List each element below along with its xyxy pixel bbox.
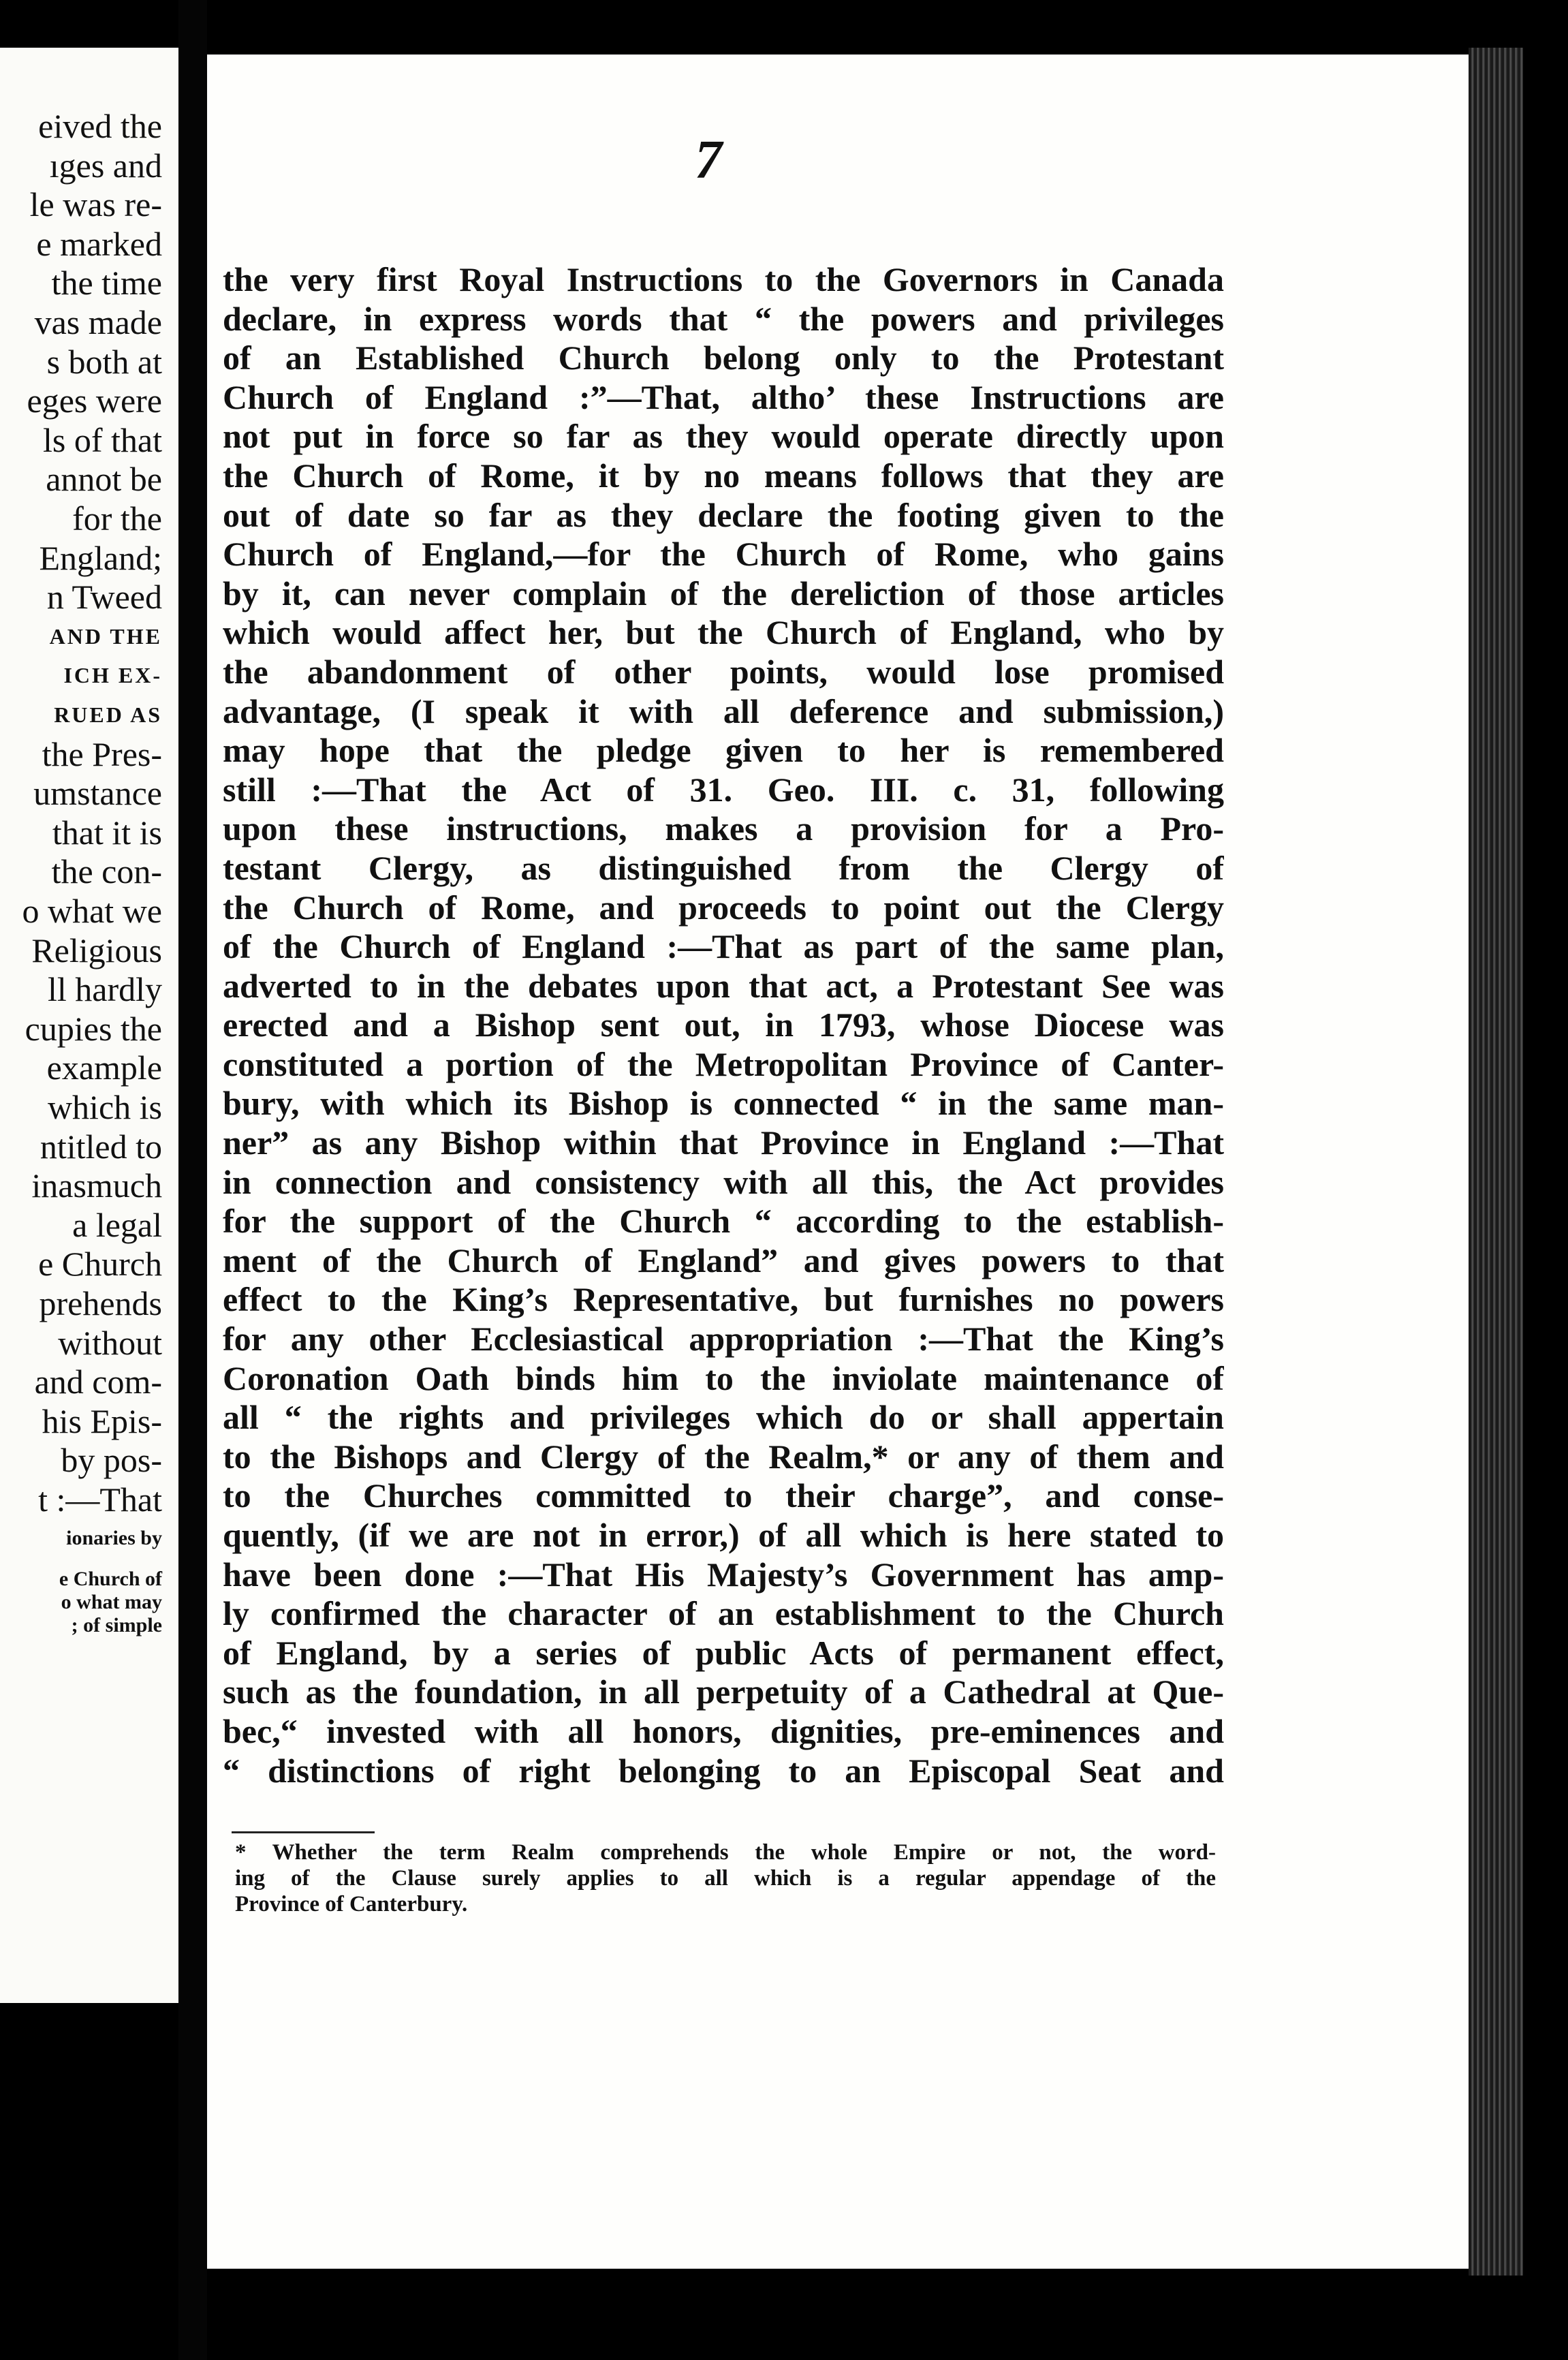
body-line: for any other Ecclesiastical appropriation :—That the King’s	[223, 1320, 1224, 1358]
body-line: advantage, (I speak it with all deference and submission,)	[223, 692, 1224, 730]
body-line: upon these instructions, makes a provision for a Pro-	[223, 809, 1224, 848]
body-line: have been done :—That His Majesty’s Government has amp-	[223, 1555, 1224, 1594]
left-page-line: AND THE	[49, 623, 162, 649]
left-page-line: the con-	[51, 852, 162, 891]
left-page-line: ICH EX-	[63, 663, 162, 688]
left-page-line: ıges and	[49, 146, 162, 185]
body-line: adverted to in the debates upon that act, a Protestant See was	[223, 966, 1224, 1005]
body-line: ly confirmed the character of an establishment to the Church	[223, 1594, 1224, 1633]
left-facing-page	[0, 48, 178, 2003]
left-page-line: prehends	[39, 1284, 162, 1322]
left-page-line: the time	[51, 264, 162, 302]
left-page-line: example	[46, 1049, 162, 1087]
left-page-line: annot be	[46, 460, 162, 499]
left-page-line: a legal	[72, 1205, 162, 1244]
footnote-rule	[232, 1831, 375, 1833]
left-page-line: e Church of	[59, 1567, 162, 1590]
body-line: to the Churches committed to their charge”, and conse-	[223, 1476, 1224, 1515]
left-page-line: inasmuch	[31, 1166, 162, 1205]
left-page-line: ntitled to	[40, 1127, 162, 1166]
body-line: ment of the Church of England” and gives powers to that	[223, 1241, 1224, 1279]
body-line: effect to the King’s Representative, but furnishes no powers	[223, 1280, 1224, 1319]
body-line: the abandonment of other points, would lose promised	[223, 652, 1224, 691]
body-line: “ distinctions of right belonging to an Episcopal Seat and	[223, 1751, 1224, 1790]
body-line: out of date so far as they declare the footing given to the	[223, 495, 1224, 534]
body-line: by it, can never complain of the dereliction of those articles	[223, 574, 1224, 612]
footnote	[235, 1839, 1216, 1917]
left-page-line: n Tweed	[46, 578, 162, 617]
body-line: quently, (if we are not in error,) of all which is here stated to	[223, 1516, 1224, 1554]
left-page-line: e marked	[36, 224, 162, 263]
body-line: constituted a portion of the Metropolitan Province of Canter-	[223, 1044, 1224, 1083]
body-line: may hope that the pledge given to her is remembered	[223, 731, 1224, 770]
footnote-line: Province of Canterbury.	[235, 1892, 468, 1916]
body-line: testant Clergy, as distinguished from the Clergy of	[223, 848, 1224, 887]
left-page-line: s both at	[46, 342, 162, 381]
page-edge-stack	[1469, 48, 1523, 2276]
left-page-line: o what we	[22, 892, 162, 930]
left-page-line: ionaries by	[66, 1526, 162, 1549]
left-page-line: ; of simple	[71, 1613, 162, 1636]
left-page-line: that it is	[52, 813, 162, 852]
body-line: such as the foundation, in all perpetuity of a Cathedral at Que-	[223, 1673, 1224, 1711]
left-page-line: t :—That	[38, 1480, 162, 1519]
body-line: all “ the rights and privileges which do or shall appertain	[223, 1398, 1224, 1437]
left-page-line: the Pres-	[42, 734, 162, 773]
left-page-line: ls of that	[43, 420, 162, 459]
left-page-line: without	[58, 1323, 162, 1362]
body-line: bec,“ invested with all honors, dignities, pre-eminences and	[223, 1711, 1224, 1750]
body-line: Church of England,—for the Church of Rome, who gains	[223, 535, 1224, 574]
body-line: not put in force so far as they would operate directly upon	[223, 417, 1224, 456]
left-page-line: RUED AS	[54, 702, 162, 727]
left-page-line: o what may	[61, 1590, 162, 1613]
body-line: bury, with which its Bishop is connected “ in the same man-	[223, 1084, 1224, 1123]
left-page-line: eived the	[38, 107, 162, 145]
footnote-line: ing of the Clause surely applies to all which is a regular appendage of the	[235, 1866, 1216, 1891]
body-line: to the Bishops and Clergy of the Realm,* or any of them and	[223, 1437, 1224, 1476]
body-line: in connection and consistency with all this, the Act provides	[223, 1162, 1224, 1201]
body-line: of an Established Church belong only to the Protestant	[223, 339, 1224, 377]
left-page-line: le was re-	[29, 185, 162, 224]
left-page-line: e Church	[38, 1245, 162, 1284]
body-line: declare, in express words that “ the powers and privileges	[223, 299, 1224, 338]
left-page-line: umstance	[33, 774, 162, 813]
body-text	[223, 260, 1224, 1790]
body-line: the Church of Rome, it by no means follows that they are	[223, 456, 1224, 495]
body-line: of the Church of England :—That as part of the same plan,	[223, 927, 1224, 966]
body-line: the Church of Rome, and proceeds to point out the Clergy	[223, 888, 1224, 927]
body-line: which would affect her, but the Church of England, who by	[223, 613, 1224, 652]
body-line: the very first Royal Instructions to the Governors in Canada	[223, 260, 1224, 298]
body-line: ner” as any Bishop within that Province in England :—That	[223, 1123, 1224, 1162]
body-line: of England, by a series of public Acts of permanent effect,	[223, 1633, 1224, 1672]
footnote-line: * Whether the term Realm comprehends the whole Empire or not, the word-	[235, 1840, 1216, 1865]
body-line: for the support of the Church “ according to the establish-	[223, 1202, 1224, 1241]
left-page-line: cupies the	[25, 1009, 162, 1048]
page-number: 7	[695, 130, 722, 190]
body-line: still :—That the Act of 31. Geo. III. c. 31, following	[223, 770, 1224, 809]
body-line: erected and a Bishop sent out, in 1793, whose Diocese was	[223, 1006, 1224, 1044]
left-page-line: vas made	[34, 303, 162, 341]
page-gutter	[178, 0, 207, 2360]
left-page-line: for the	[72, 499, 162, 538]
body-line: Church of England :”—That, altho’ these Instructions are	[223, 377, 1224, 416]
left-page-line: ll hardly	[47, 970, 162, 1009]
left-page-line: and com-	[34, 1363, 162, 1401]
left-page-line: which is	[47, 1088, 162, 1126]
left-page-line: his Epis-	[42, 1401, 162, 1440]
left-page-line: England;	[39, 538, 162, 577]
left-page-line: Religious	[31, 931, 162, 969]
left-page-line: by pos-	[61, 1441, 162, 1480]
left-page-line: eges were	[27, 382, 162, 420]
body-line: Coronation Oath binds him to the inviolate maintenance of	[223, 1358, 1224, 1397]
